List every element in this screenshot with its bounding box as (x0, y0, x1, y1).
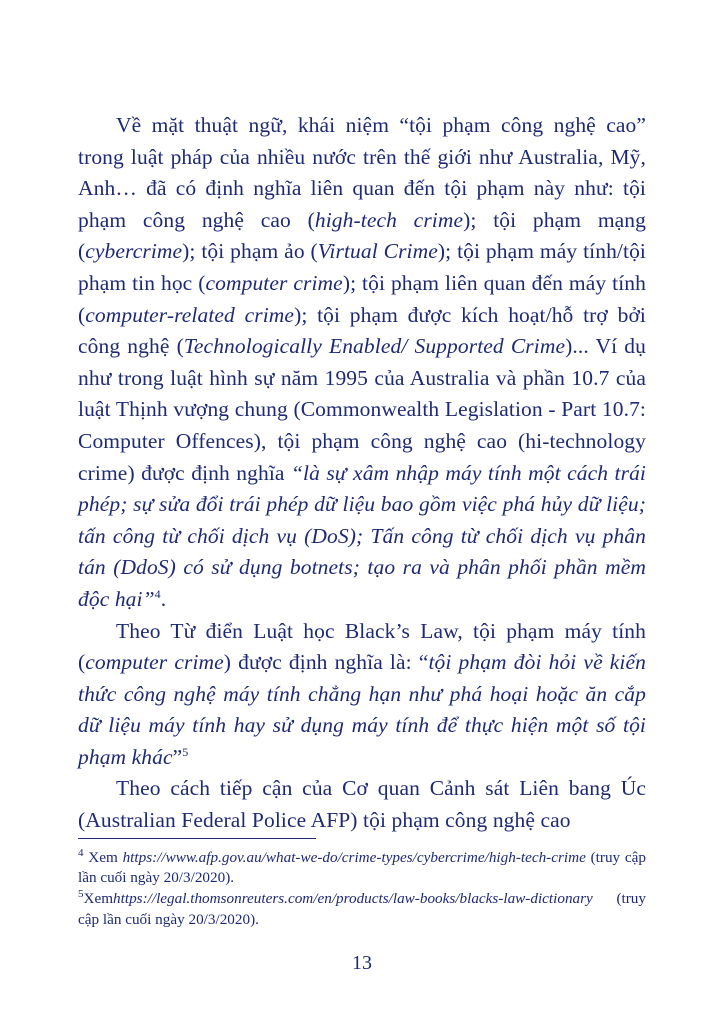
paragraph-2 (78, 616, 646, 774)
footnote-area (78, 838, 646, 931)
footnote-4 (78, 848, 646, 888)
text-run: Theo Từ điển Luật học Black’s Law, tội phạm máy tính ( (78, 618, 646, 675)
footnote-separator-rule (78, 838, 316, 839)
paragraph-3 (78, 773, 646, 836)
paragraph-1 (78, 110, 646, 616)
text-run: ); tội phạm được kích hoạt/hỗ trợ bởi công nghệ ( (78, 302, 646, 359)
italic-run: “là sự xâm nhập máy tính một cách trái phép; sự sửa đổi trái phép dữ liệu bao gồm việc phá hủy dữ liệu; tấn công từ chối dịch vụ (DoS); Tấn công từ chối dịch vụ phân tán (DdoS) có sử dụng botnets; tạo ra và phân phối phần mềm độc hại” (78, 460, 646, 611)
italic-run: tội phạm đòi hỏi về kiến thức công nghệ máy tính chẳng hạn như phá hoại hoặc ăn cắp dữ liệu máy tính hay sử dụng máy tính để thực hiện một số tội phạm khác (78, 650, 646, 769)
italic-run: computer-related crime (85, 302, 295, 327)
italic-run: cybercrime (85, 239, 183, 264)
page-number: 13 (352, 952, 372, 974)
text-run: ” (172, 744, 183, 769)
footnote-marker: 4 (78, 846, 84, 859)
footnote-5 (78, 889, 646, 929)
italic-run: https://www.afp.gov.au/what-we-do/crime-types/cybercrime/high-tech-crime (122, 849, 586, 866)
text-run: Về mặt thuật ngữ, khái niệm “tội phạm công nghệ cao” trong luật pháp của nhiều nước trên thế giới như Australia, Mỹ, Anh… đã có định nghĩa liên quan đến tội phạm này như: tội phạm công nghệ cao ( (78, 113, 646, 232)
italic-run: Virtual Crime (317, 239, 438, 264)
text-run: Theo cách tiếp cận của Cơ quan Cảnh sát Liên bang Úc (Australian Federal Police AFP) tội phạm công nghệ cao (78, 776, 646, 833)
text-run: ); tội phạm ảo ( (182, 239, 318, 264)
italic-run: Technologically Enabled/ Supported Crime (183, 334, 566, 359)
body-text-block (78, 110, 646, 837)
footnote-reference: 5 (182, 744, 189, 759)
text-run: . (160, 586, 167, 611)
text-run: (truy cập lần cuối ngày 20/3/2020). (78, 849, 646, 887)
footnote-reference: 4 (154, 586, 161, 601)
italic-run: computer crime (205, 270, 343, 295)
italic-run: computer crime (85, 650, 224, 675)
text-run: Xem (83, 849, 123, 866)
italic-run: https://legal.thomsonreuters.com/en/products/law-books/blacks-law-dictionary (113, 890, 593, 908)
text-run: ); tội phạm liên quan đến máy tính ( (78, 270, 646, 327)
text-run: )... Ví dụ như trong luật hình sự năm 1995 của Australia và phần 10.7 của luật Thịnh vượng chung (Commonwealth Legislation - Part 10.7: Computer Offences), tội phạm công nghệ cao (hi-technology crime) được định nghĩa (78, 334, 646, 485)
text-run: ) được định nghĩa là: “ (223, 650, 429, 675)
italic-run: high-tech crime (314, 207, 464, 232)
text-run: Xem (83, 890, 114, 908)
text-run: (truy cập lần cuối ngày 20/3/2020). (78, 890, 646, 928)
text-run: ); tội phạm mạng ( (78, 207, 646, 264)
text-run: ); tội phạm máy tính/tội phạm tin học ( (78, 239, 646, 295)
footnote-marker: 5 (78, 888, 84, 901)
